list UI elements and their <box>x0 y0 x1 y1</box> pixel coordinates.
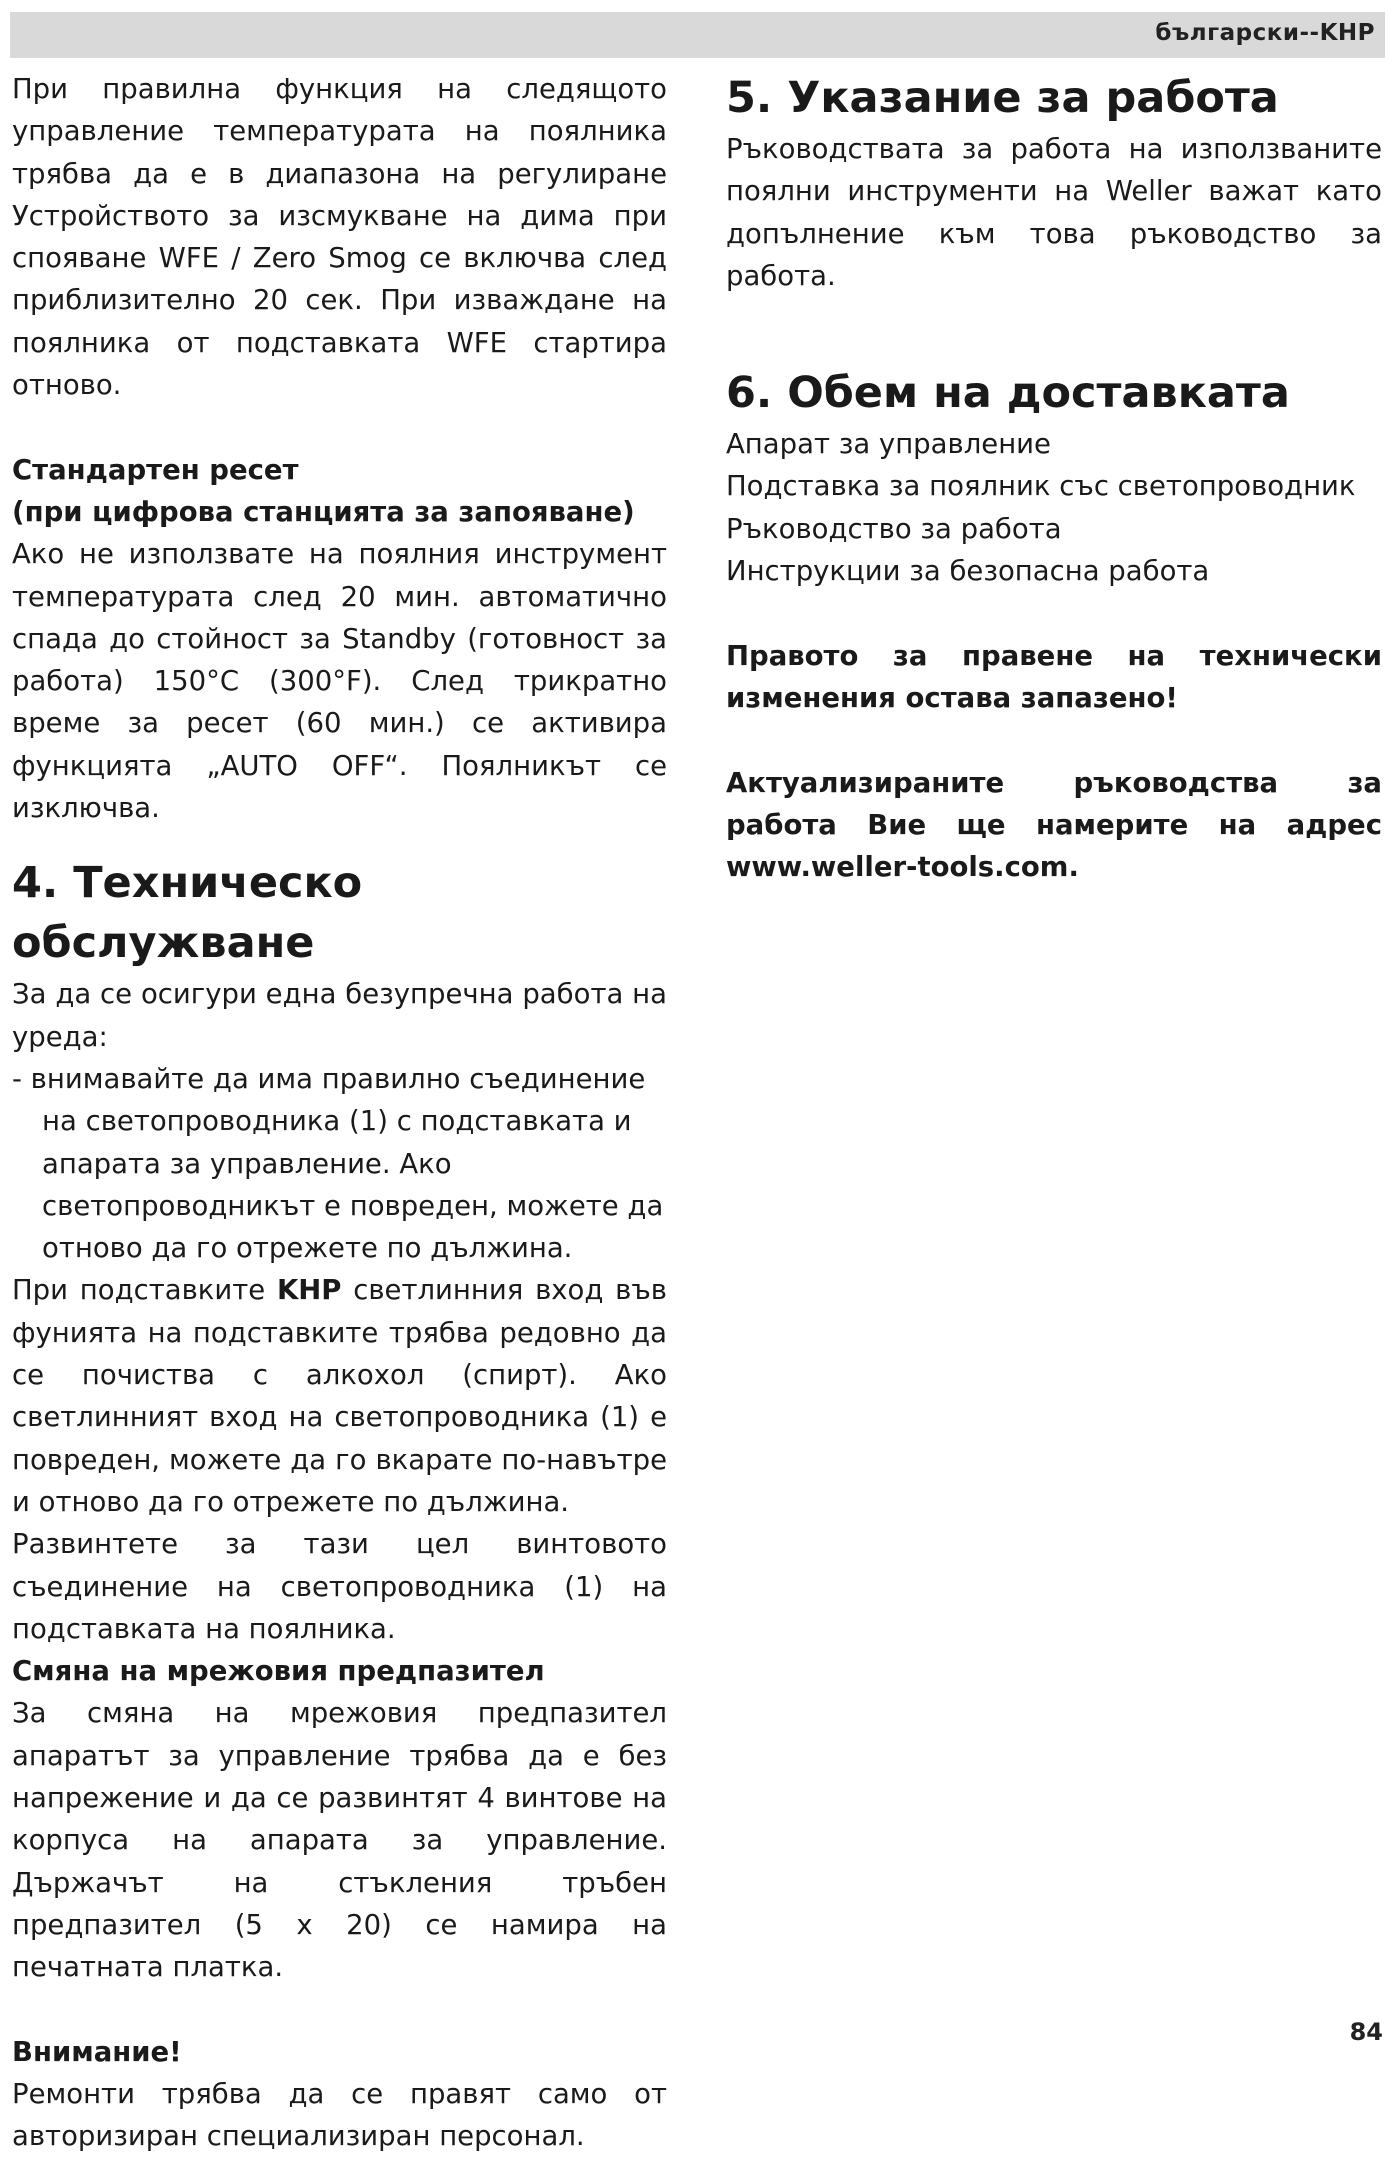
delivery-item: Апарат за управление <box>726 428 1051 461</box>
rights-notice: Правото за правене на технически изменения остава запазено! <box>726 639 1382 714</box>
section4-heading: 4. Техническо обслужване <box>12 858 363 969</box>
spacer <box>726 592 1382 634</box>
header-bar <box>10 12 1385 58</box>
spacer <box>12 406 667 448</box>
section4-para2-bold: KHP <box>276 1274 342 1307</box>
warning-text: Ремонти трябва да се правят само от авторизиран специализиран персонал. <box>12 2078 667 2153</box>
section4-para2-suffix: светлинния вход във фунията на подставките трябва редовно да се почиства с алкохол (спирт). Ако светлинният вход на светопроводника (1) е повреден, можете да го вкарате по-навътре и отново да го отрежете по дължина. <box>12 1274 667 1518</box>
spacer <box>12 1988 667 2030</box>
spacer <box>12 829 667 853</box>
intro-paragraph: При правилна функция на следящото управление температурата на поялника трябва да е в диапазона на регулиране Устройството за изсмукване на дима при спояване WFE / Zero Smog се включва след приблизително 20 сек. При изваждане на поялника от подставката WFE стартира отново. <box>12 73 667 402</box>
right-column <box>726 68 1382 888</box>
section4-paragraph-2 <box>12 1269 667 1523</box>
delivery-item: Инструкции за безопасна работа <box>726 555 1210 588</box>
spacer <box>726 297 1382 363</box>
page-number: 84 <box>1349 2018 1383 2046</box>
standard-reset-text: Ако не използвате на поялния инструмент температурата след 20 мин. автоматично спада до стойност за Standby (готовност за работа) 150°C (300°F). След трикратно време за ресет (60 мин.) се активира функцията „AUTO OFF“. Поялникът се изключва. <box>12 538 667 825</box>
section6-heading: 6. Обем на доставката <box>726 368 1290 419</box>
delivery-list <box>726 423 1382 592</box>
standard-reset-subtitle: (при цифрова станцията за запояване) <box>12 495 635 528</box>
section4-paragraph-3: Развинтете за тази цел винтовото съединение на светопроводника (1) на подставката на поялника. <box>12 1528 667 1645</box>
fuse-title: Смяна на мрежовия предпазител <box>12 1655 545 1688</box>
delivery-item: Подставка за поялник със светопроводник <box>726 470 1356 503</box>
left-column <box>12 68 667 2158</box>
delivery-item: Ръководство за работа <box>726 512 1062 545</box>
section4-intro: За да се осигури една безупречна работа на уреда: <box>12 978 667 1053</box>
language-label: български--KHP <box>1155 20 1375 46</box>
section5-text: Ръководствата за работа на използваните поялни инструменти на Weller важат като допълнение към това ръководство за работа. <box>726 133 1382 292</box>
fuse-text: За смяна на мрежовия предпазител апаратът за управление трябва да е без напрежение и да се развинтят 4 винтове на корпуса на апарата за управление. Държачът на стъкления тръбен предпазител (5 x 20) се намира на печатната платка. <box>12 1697 667 1984</box>
spacer <box>726 719 1382 761</box>
section5-heading: 5. Указание за работа <box>726 73 1279 123</box>
section4-para2-prefix: При подставките <box>12 1274 277 1307</box>
standard-reset-title: Стандартен ресет <box>12 453 299 486</box>
section4-bullet: - внимавайте да има правилно съединение на светопроводника (1) с подставката и апарата за управление. Ако светопроводникът е повреден, можете да отново да го отрежете по дължина. <box>12 1062 664 1265</box>
updates-notice: Актуализираните ръководства за работа Вие ще намерите на адрес www.weller-tools.com. <box>726 766 1382 884</box>
warning-title: Внимание! <box>12 2035 182 2068</box>
